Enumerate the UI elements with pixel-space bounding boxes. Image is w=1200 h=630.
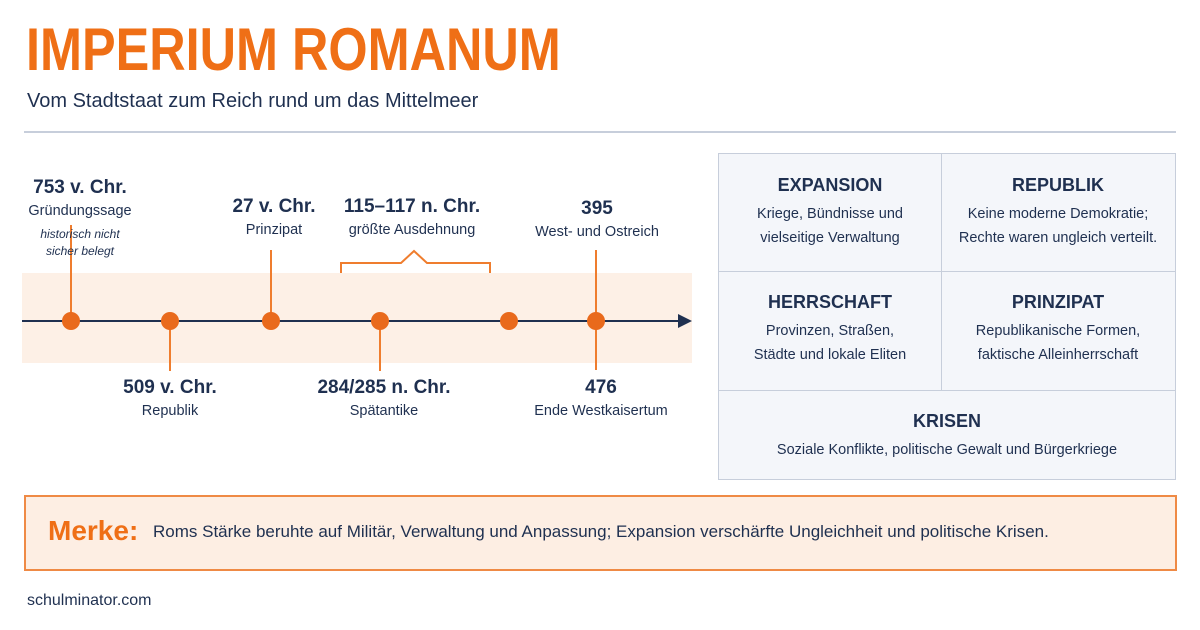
grid-cell-krisen <box>719 410 1175 462</box>
cell-line: Städte und lokale Eliten <box>753 347 907 363</box>
grid-cell-prinzipat <box>941 291 1175 367</box>
timeline-dot <box>371 312 389 330</box>
merke-text: Roms Stärke beruhte auf Militär, Verwaltung und Anpassung; Expansion verschärfte Ungleichheit und politische Krisen. <box>153 522 1049 541</box>
timeline-dot <box>587 312 605 330</box>
timeline-event <box>123 376 217 422</box>
event-date: 476 <box>585 377 617 398</box>
cell-heading: REPUBLIK <box>1011 175 1104 195</box>
merke-box <box>24 495 1177 571</box>
timeline-dot <box>262 312 280 330</box>
event-note-line: historisch nicht <box>40 227 120 241</box>
timeline-event <box>317 376 450 422</box>
cell-line: Republikanische Formen, <box>975 323 1141 339</box>
event-label: Ende Westkaisertum <box>534 403 668 419</box>
event-label: Republik <box>141 403 199 419</box>
timeline-dot <box>62 312 80 330</box>
event-label: Prinzipat <box>245 222 303 238</box>
page-title: IMPERIUM ROMANUM <box>26 16 561 83</box>
page-subtitle: Vom Stadtstaat zum Reich rund um das Mittelmeer <box>27 90 479 112</box>
event-label: Spätantike <box>349 403 419 419</box>
timeline-dot <box>161 312 179 330</box>
timeline-event <box>535 197 659 243</box>
cell-heading: HERRSCHAFT <box>768 292 892 312</box>
timeline-event <box>534 376 668 422</box>
timeline-event <box>28 176 131 260</box>
event-date: 753 v. Chr. <box>33 177 127 198</box>
footer-site-label: schulminator.com <box>27 592 152 609</box>
event-label: Gründungssage <box>28 203 132 219</box>
timeline-axis <box>22 320 682 322</box>
period-bracket <box>339 245 493 275</box>
merke-label: Merke: <box>48 515 139 546</box>
cell-line: Keine moderne Demokratie; <box>967 206 1149 222</box>
cell-heading: PRINZIPAT <box>1011 292 1105 312</box>
timeline-dot <box>500 312 518 330</box>
grid-divider <box>719 390 1175 391</box>
event-date: 395 <box>581 198 613 219</box>
event-date: 115–117 n. Chr. <box>343 196 481 217</box>
concept-grid <box>718 153 1176 480</box>
cell-line: Provinzen, Straßen, <box>765 323 895 339</box>
event-date: 509 v. Chr. <box>123 377 217 398</box>
event-note-line: sicher belegt <box>45 244 115 258</box>
cell-heading: KRISEN <box>912 411 981 431</box>
grid-divider <box>719 271 1175 272</box>
cell-line: Kriege, Bündnisse und <box>757 206 903 222</box>
event-date: 27 v. Chr. <box>232 196 316 217</box>
grid-cell-herrschaft <box>719 291 941 367</box>
timeline-event <box>232 195 315 241</box>
event-label: West- und Ostreich <box>535 224 659 240</box>
timeline-event <box>344 195 480 241</box>
cell-line: Rechte waren ungleich verteilt. <box>958 230 1158 246</box>
grid-cell-expansion <box>719 174 941 250</box>
event-note <box>28 226 131 260</box>
cell-line: Soziale Konflikte, politische Gewalt und Bürgerkriege <box>776 442 1118 458</box>
header-divider <box>24 131 1176 133</box>
event-date: 284/285 n. Chr. <box>317 377 451 398</box>
grid-cell-republik <box>941 174 1175 250</box>
cell-line: faktische Alleinherrschaft <box>977 347 1139 363</box>
cell-heading: EXPANSION <box>777 175 883 195</box>
event-label: größte Ausdehnung <box>348 222 476 238</box>
cell-line: vielseitige Verwaltung <box>760 230 900 246</box>
timeline-arrow-icon <box>678 314 692 328</box>
timeline-stem <box>595 250 597 370</box>
timeline-stem <box>270 250 272 320</box>
